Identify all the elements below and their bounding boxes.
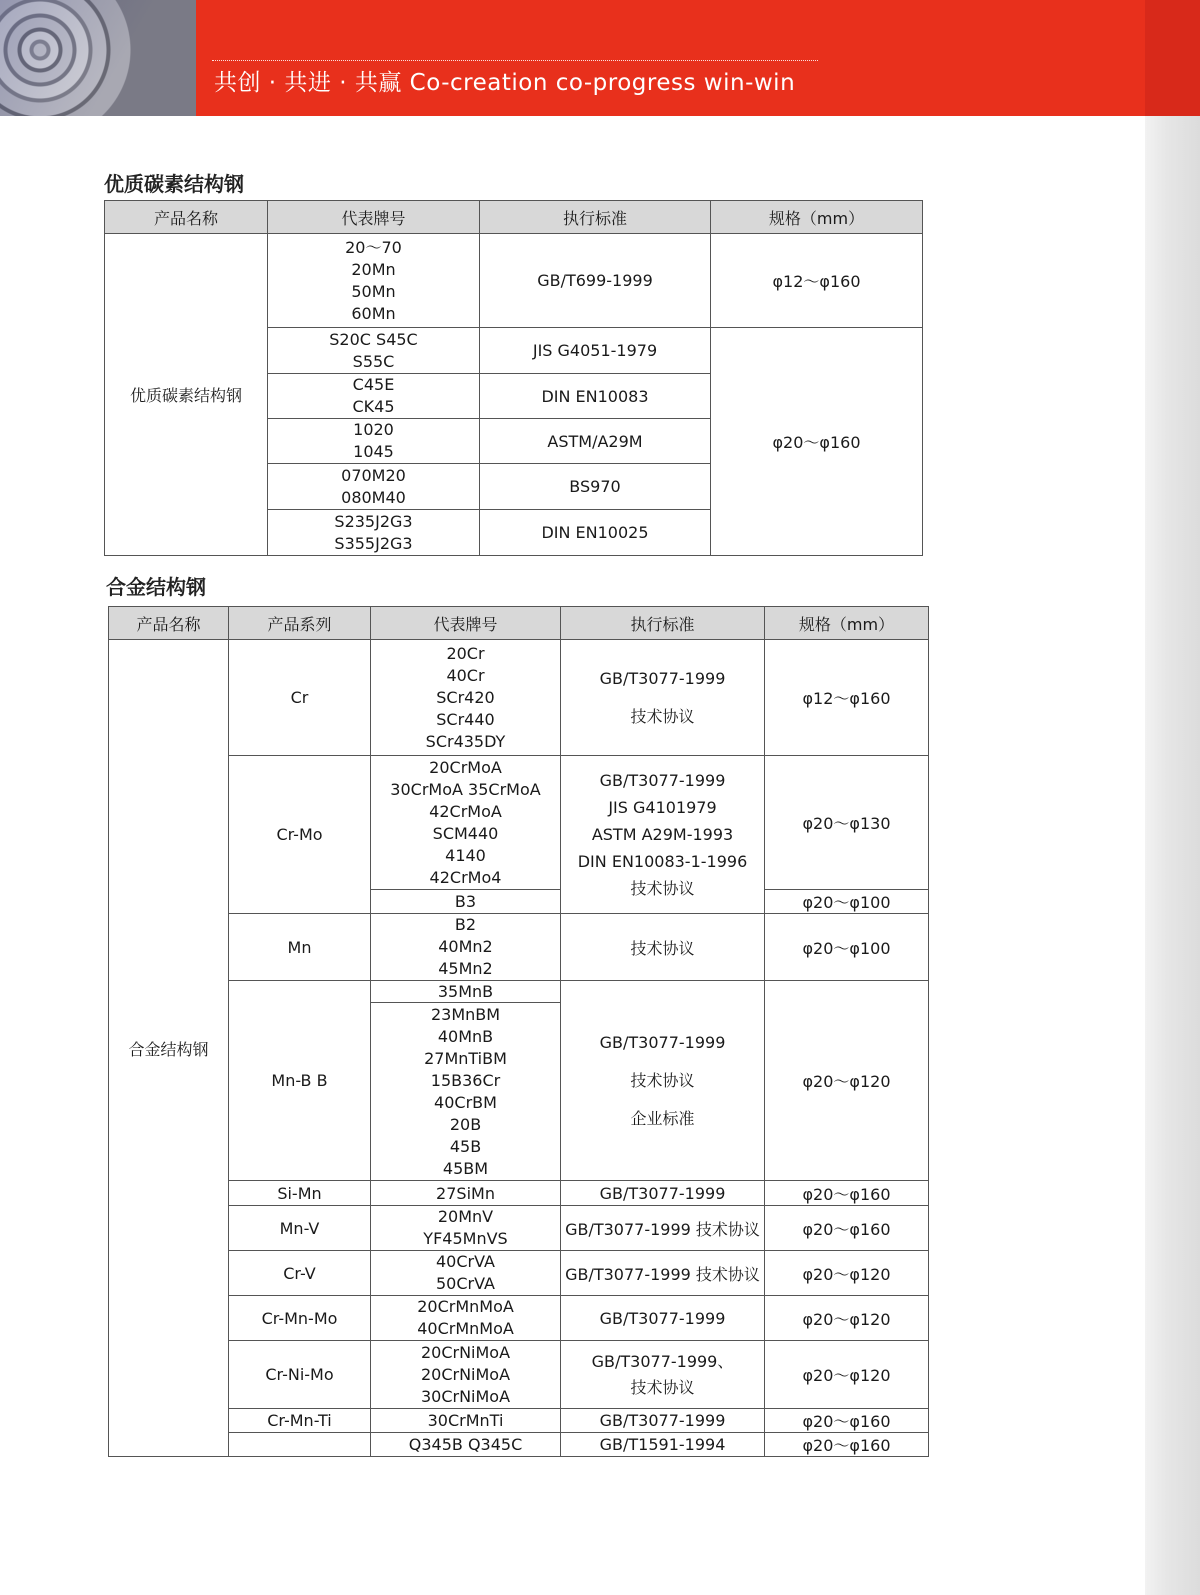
table-row [109,914,929,981]
table-row [109,640,929,756]
grade-text: SCr440 [436,709,495,729]
grade-text: 20CrNiMoA [420,1364,511,1384]
grade-cell [268,374,480,419]
grade-cell [268,328,480,374]
standard-cell: GB/T3077-1999、技术协议 [561,1341,765,1409]
header-standard: 执行标准 [480,201,711,234]
grade-text: 20Cr [446,643,485,663]
page-edge-shadow [1145,116,1200,1595]
grade-text: SCr435DY [425,731,506,751]
series-cell: Si-Mn [229,1181,371,1206]
product-name-cell: 合金结构钢 [109,640,229,1457]
standard-cell: GB/T699-1999 [480,234,711,328]
spec-cell: φ20～φ160 [765,1409,929,1433]
grade-text: S235J2G3 [334,511,413,531]
grade-text: 20CrMoA [429,757,502,777]
grade-text: 1045 [353,442,394,461]
spec-cell: φ20～φ120 [765,1251,929,1296]
grade-text: 50Mn [351,281,396,301]
table-header-row [105,201,923,234]
header-spec: 规格（mm） [765,607,929,640]
grade-text: 40Cr [446,665,485,685]
grade-text: 070M20 [341,465,406,485]
standard-cell [561,640,765,756]
spec-cell: φ20～φ120 [765,1341,929,1409]
grade-cell [371,1251,561,1296]
grade-text: 15B36Cr [430,1070,501,1090]
standard-text: GB/T3077-1999 [599,668,726,688]
spec-cell: φ20～φ100 [765,890,929,914]
grade-text: 4140 [445,845,486,865]
header-standard: 执行标准 [561,607,765,640]
grade-text: 20CrMnMoA [417,1297,514,1316]
swirl-logo-graphic [0,0,196,116]
series-cell: Cr-Ni-Mo [229,1341,371,1409]
banner-divider [212,60,818,61]
grade-text: 40CrMnMoA [417,1319,514,1338]
grade-text: 40CrBM [434,1092,497,1112]
standard-text: GB/T3077-1999 [599,1032,726,1052]
alloy-section-title: 合金结构钢 [106,575,206,599]
grade-cell [371,1341,561,1409]
header-banner [0,0,1200,116]
table-row [109,1341,929,1409]
header-product-name: 产品名称 [105,201,268,234]
standard-cell: GB/T3077-1999 [561,1181,765,1206]
carbon-section-title: 优质碳素结构钢 [104,172,244,196]
table-row [109,1251,929,1296]
grade-text: 20Mn [351,259,396,279]
series-cell: Cr-Mn-Mo [229,1296,371,1341]
table-row [109,1181,929,1206]
standard-text: JIS G4101979 [608,798,717,817]
grade-text: B2 [454,915,477,934]
spec-cell: φ20～φ160 [765,1206,929,1251]
table-row [105,234,923,328]
spec-cell: φ20～φ160 [711,328,923,556]
alloy-steel-table [108,606,929,1457]
grade-cell: 30CrMnTi [371,1409,561,1433]
grade-text: 45B [449,1136,482,1156]
grade-cell [371,1003,561,1181]
grade-text: 40MnB [437,1026,494,1046]
grade-text: 20MnV [437,1207,494,1226]
table-row [109,1296,929,1341]
grade-cell [371,914,561,981]
grade-text: SCM440 [432,823,499,843]
grade-text: 080M40 [341,487,406,507]
standard-cell [561,756,765,914]
grade-cell [268,464,480,510]
grade-cell [268,234,480,328]
grade-text: 1020 [353,420,394,439]
grade-text: 42CrMoA [429,801,502,821]
table-row [109,1433,929,1457]
grade-text: 23MnBM [430,1004,501,1024]
grade-text: CK45 [352,397,395,416]
grade-text: 60Mn [351,303,396,323]
series-cell: Cr-Mn-Ti [229,1409,371,1433]
grade-text: YF45MnVS [423,1229,508,1248]
table-header-row [109,607,929,640]
grade-text: 40Mn2 [438,937,493,956]
standard-text: 技术协议 [630,1070,695,1090]
grade-cell: 35MnB [371,981,561,1003]
grade-text: 42CrMo4 [429,867,502,887]
spec-cell: φ12～φ160 [711,234,923,328]
spec-cell: φ20～φ120 [765,1296,929,1341]
header-spec: 规格（mm） [711,201,923,234]
standard-cell: GB/T1591-1994 [561,1433,765,1457]
grade-text: 20～70 [345,237,402,257]
header-product-name: 产品名称 [109,607,229,640]
series-cell: Cr [229,640,371,756]
spec-cell: φ12～φ160 [765,640,929,756]
series-cell: Mn-V [229,1206,371,1251]
standard-cell: GB/T3077-1999 [561,1296,765,1341]
grade-text: 40CrVA [436,1252,495,1271]
spec-cell: φ20～φ100 [765,914,929,981]
header-grade: 代表牌号 [371,607,561,640]
standard-cell: GB/T3077-1999 技术协议 [561,1251,765,1296]
standard-text: ASTM A29M-1993 [591,825,734,844]
table-row [109,756,929,890]
standard-cell: ASTM/A29M [480,419,711,464]
grade-text: 45Mn2 [438,959,493,978]
grade-cell [268,419,480,464]
standard-text: 企业标准 [630,1108,695,1128]
standard-cell: JIS G4051-1979 [480,328,711,374]
series-cell: Mn-B B [229,981,371,1181]
standard-cell: GB/T3077-1999 技术协议 [561,1206,765,1251]
standard-cell [561,981,765,1181]
grade-text: 27MnTiBM [424,1048,507,1068]
standard-cell: DIN EN10025 [480,510,711,556]
grade-text: 45BM [442,1158,489,1178]
spec-cell: φ20～φ160 [765,1433,929,1457]
table-row [109,1409,929,1433]
grade-cell [371,640,561,756]
spec-cell: φ20～φ120 [765,981,929,1181]
table-row [109,981,929,1003]
standard-text: GB/T3077-1999 [599,771,726,790]
grade-cell [371,1206,561,1251]
header-series: 产品系列 [229,607,371,640]
series-cell: Cr-V [229,1251,371,1296]
standard-cell: DIN EN10083 [480,374,711,419]
carbon-steel-table [104,200,923,556]
standard-text: DIN EN10083-1-1996 [577,852,748,871]
grade-cell [371,756,561,890]
grade-text: C45E [352,375,395,394]
series-cell: Cr-Mo [229,756,371,914]
grade-cell: B3 [371,890,561,914]
grade-text: S55C [352,351,395,371]
banner-slogan: 共创 · 共进 · 共赢 Co-creation co-progress win-win [214,70,796,96]
grade-text: 30CrNiMoA [420,1386,511,1406]
grade-text: S355J2G3 [334,533,413,553]
series-cell [229,1433,371,1457]
grade-cell [268,510,480,556]
standard-text: 技术协议 [630,879,695,898]
grade-text: 20CrNiMoA [420,1342,511,1362]
grade-text: 30CrMoA 35CrMoA [390,779,541,799]
standard-cell: GB/T3077-1999 [561,1409,765,1433]
spec-cell: φ20～φ160 [765,1181,929,1206]
series-cell: Mn [229,914,371,981]
spec-cell: φ20～φ130 [765,756,929,890]
table-row [109,1206,929,1251]
grade-cell: Q345B Q345C [371,1433,561,1457]
grade-text: 20B [449,1114,482,1134]
grade-cell: 27SiMn [371,1181,561,1206]
standard-cell: 技术协议 [561,914,765,981]
grade-text: S20C S45C [329,329,418,349]
standard-cell: BS970 [480,464,711,510]
grade-cell [371,1296,561,1341]
page-edge-top [1145,0,1200,116]
grade-text: SCr420 [436,687,495,707]
grade-text: 50CrVA [436,1274,495,1293]
header-grade: 代表牌号 [268,201,480,234]
product-name-cell: 优质碳素结构钢 [105,234,268,556]
standard-text: 技术协议 [630,706,695,726]
